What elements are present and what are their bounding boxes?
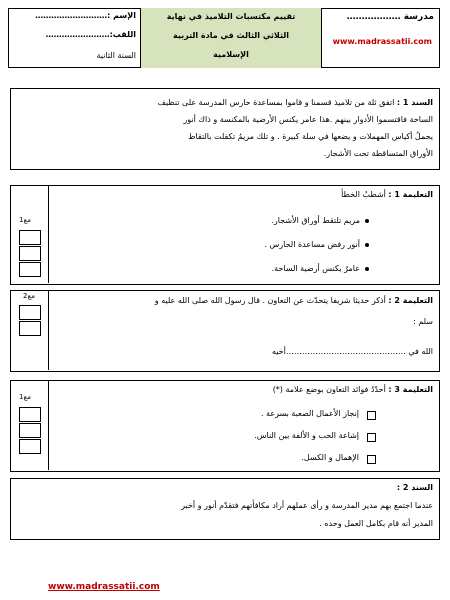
sanad2-label: السند 2 :: [396, 483, 433, 492]
task1-checkbox-3[interactable]: [19, 262, 41, 277]
task3-option-3-box[interactable]: [367, 455, 376, 464]
task3-score-column: [11, 381, 49, 470]
task3-option-1-box[interactable]: [367, 411, 376, 420]
task3-option-1: إنجاز الأعمال الصعبة بسرعة .: [260, 409, 359, 418]
header-website-link[interactable]: www.madrassatii.com: [332, 37, 432, 46]
task2-answer-line[interactable]: الله في ………………………………………أخيه: [271, 347, 433, 356]
sanad1-line-2: الساحة فاقتسموا الأدوار بينهم .هذا عامر يكنس الأرضية بالمكنسة و ذاك أنور: [183, 115, 433, 124]
task3-option-2: إشاعة الحب و الألفة بين الناس.: [254, 431, 359, 440]
task2-label: التعليمة 2 :: [388, 296, 433, 305]
task1-section: [10, 185, 440, 285]
task1-text: أشطبُ الخطأ: [341, 190, 386, 199]
footer-website[interactable]: www.madrassatii.com: [48, 582, 160, 592]
task2-checkbox-2[interactable]: [19, 321, 41, 336]
task2-score-label: مع2: [23, 292, 35, 300]
sanad2-line-1: عندما اجتمع بهم مدير المدرسة و رأى عملهم أراد مكافأتهم فتقدّم أنور و أخبر: [181, 501, 433, 510]
bullet-icon: [365, 267, 369, 271]
task2-text: أذكر حديثا شريفا يتحدّث عن التعاون . قال رسول الله صلى الله عليه و: [154, 296, 386, 305]
task1-label: التعليمة 1 :: [388, 190, 433, 199]
task3-label: التعليمة 3 :: [388, 385, 433, 394]
task1-checkbox-1[interactable]: [19, 230, 41, 245]
task1-item-3: عامرٌ يكنس أرضية الساحة.: [272, 264, 369, 273]
task1-score-column: [11, 186, 49, 283]
task3-section: [10, 380, 440, 472]
task3-option-2-box[interactable]: [367, 433, 376, 442]
footer-link[interactable]: [48, 574, 160, 593]
sanad1-section: [10, 88, 440, 170]
bullet-icon: [365, 243, 369, 247]
sanad1-line-1: السند 1 : اتفق ثلة من تلاميذ قسمنا و قاموا بمساعدة حارس المدرسة على تنظيف: [157, 98, 433, 107]
sanad2-section: [10, 478, 440, 540]
name-field[interactable]: الإسم :………………………: [35, 11, 136, 20]
title-line-2: الثلاثي الثالث في مادة التربية: [172, 31, 290, 40]
task2-score-column: [11, 291, 49, 370]
school-label: مدرسة ………………: [346, 12, 434, 22]
task2-section: [10, 290, 440, 372]
task3-score-label: مع1: [19, 393, 31, 401]
task3-checkbox-3[interactable]: [19, 439, 41, 454]
task3-checkbox-2[interactable]: [19, 423, 41, 438]
task2-line-2: سلم :: [413, 317, 433, 326]
title-block: [140, 8, 322, 68]
title-line-1: تقييم مكتسبات التلاميذ في نهاية: [166, 12, 296, 21]
surname-field[interactable]: اللقب:……………………: [45, 30, 136, 39]
task2-checkbox-1[interactable]: [19, 305, 41, 320]
sanad1-label: السند 1 :: [396, 98, 433, 107]
task1-item-1: مريم تلتقط أوراق الأشجار.: [271, 216, 369, 225]
task1-item-2: أنور رفض مساعدة الحارس .: [264, 240, 369, 249]
school-block: [322, 8, 440, 68]
task3-option-3: الإهمال و الكسل.: [301, 453, 359, 462]
task1-checkbox-2[interactable]: [19, 246, 41, 261]
sanad1-line-4: الأوراق المتساقطة تحت الأشجار.: [323, 149, 433, 158]
title-line-3: الإسلامية: [213, 50, 249, 59]
grade-label: السنة الثانية: [96, 51, 136, 60]
task3-text: أحدّدُ فوائد التعاون بوضع علامة (*): [272, 385, 386, 394]
sanad2-line-2: المدير أنه قام بكامل العمل وحده .: [319, 519, 433, 528]
bullet-icon: [365, 219, 369, 223]
task1-score-label: مع1: [19, 216, 31, 224]
sanad1-line-3: يحملُ أكياس المهملات و يضعها في سلة كبيرة . و تلك مريمُ تكفلت بالتقاط: [188, 132, 433, 141]
student-info-block: [8, 8, 140, 68]
task3-checkbox-1[interactable]: [19, 407, 41, 422]
